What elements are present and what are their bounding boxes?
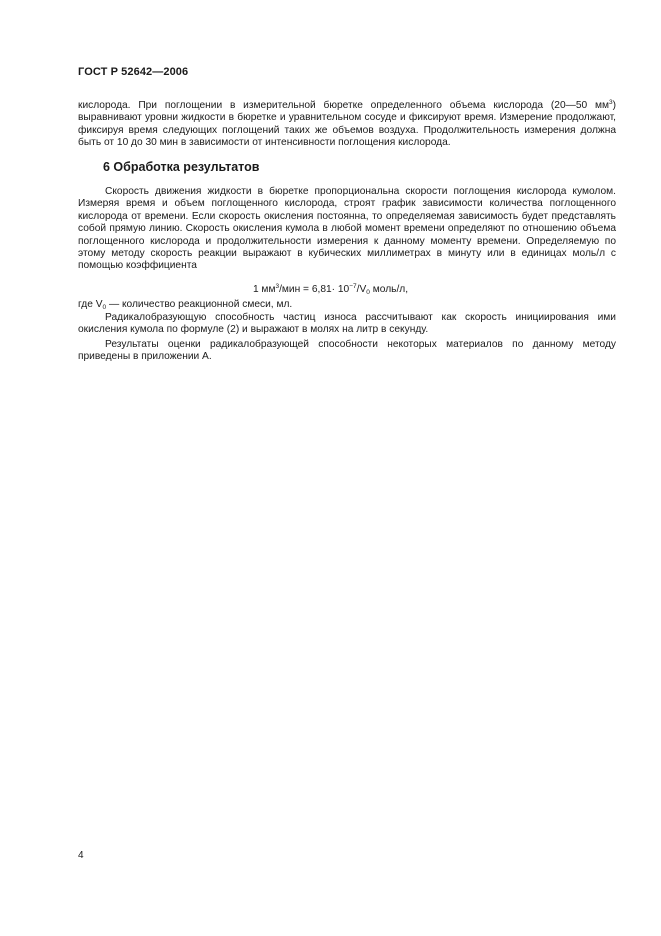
paragraph-3-text: Результаты оценки радикалобразующей способности некоторых материалов по данному методу приведены в приложении А. xyxy=(78,339,616,363)
paragraph-1-text: Скорость движения жидкости в бюретке пропорциональна скорости поглощения кислорода кумолом. Измеряя время и объем поглощенного кислорода, строят график зависимости количества поглощенного кислорода от времени. Если скорость окисления постоянна, то определяемая зависимость будет представлять собой прямую линию. Скорость окисления кумола в любой момент времени определяют по отношению объема поглощенного кислорода и продолжительности измерения к данному моменту времени. Определяемую по этому методу скорость реакции выражают в кубических миллиметрах в минуту или в единицах моль/л с помощью коэффициента xyxy=(78,186,616,272)
section-paragraph-3 xyxy=(78,339,616,364)
unit-exponent: 3 xyxy=(608,99,613,106)
intro-text-start: кислорода. При поглощении в измерительной бюретке определенного объема кислорода (20—50 мм xyxy=(78,100,609,111)
intro-paragraph xyxy=(78,97,616,150)
paragraph-2-text: Радикалобразующую способность частиц износа рассчитывают как скорость инициирования ими окисления кумола по формуле (2) и выражают в молях на литр в секунду. xyxy=(78,312,616,336)
section-paragraph-1 xyxy=(78,186,616,273)
where-sub: 0 xyxy=(102,304,107,311)
formula-mid-exp: −7 xyxy=(349,283,357,290)
formula-rhs-sub: 0 xyxy=(366,289,370,296)
where-text: — количество реакционной смеси, мл. xyxy=(106,299,293,310)
intro-text-end: ) выравнивают уровни жидкости в бюретке и уравнительном сосуде и фиксируют время. Измерение продолжают, фиксируя время следующих поглощений таких же объемов воздуха. Продолжительность измерения должна быть от 10 до 30 мин в зависимости от интенсивности поглощения кислорода. xyxy=(78,100,616,149)
where-prefix: где V xyxy=(78,299,103,310)
formula-rhs-unit: моль/л, xyxy=(369,284,409,295)
formula-rhs-v: /V xyxy=(356,284,367,295)
formula-lhs: 1 мм xyxy=(252,284,276,295)
page-number: 4 xyxy=(78,850,84,861)
document-header: ГОСТ Р 52642—2006 xyxy=(78,66,189,78)
section-title: 6 Обработка результатов xyxy=(103,160,260,174)
section-paragraph-2 xyxy=(78,312,616,337)
formula-lhs-exp: 3 xyxy=(275,283,280,290)
formula xyxy=(0,283,661,296)
formula-mid: /мин = 6,81· 10 xyxy=(279,284,350,295)
